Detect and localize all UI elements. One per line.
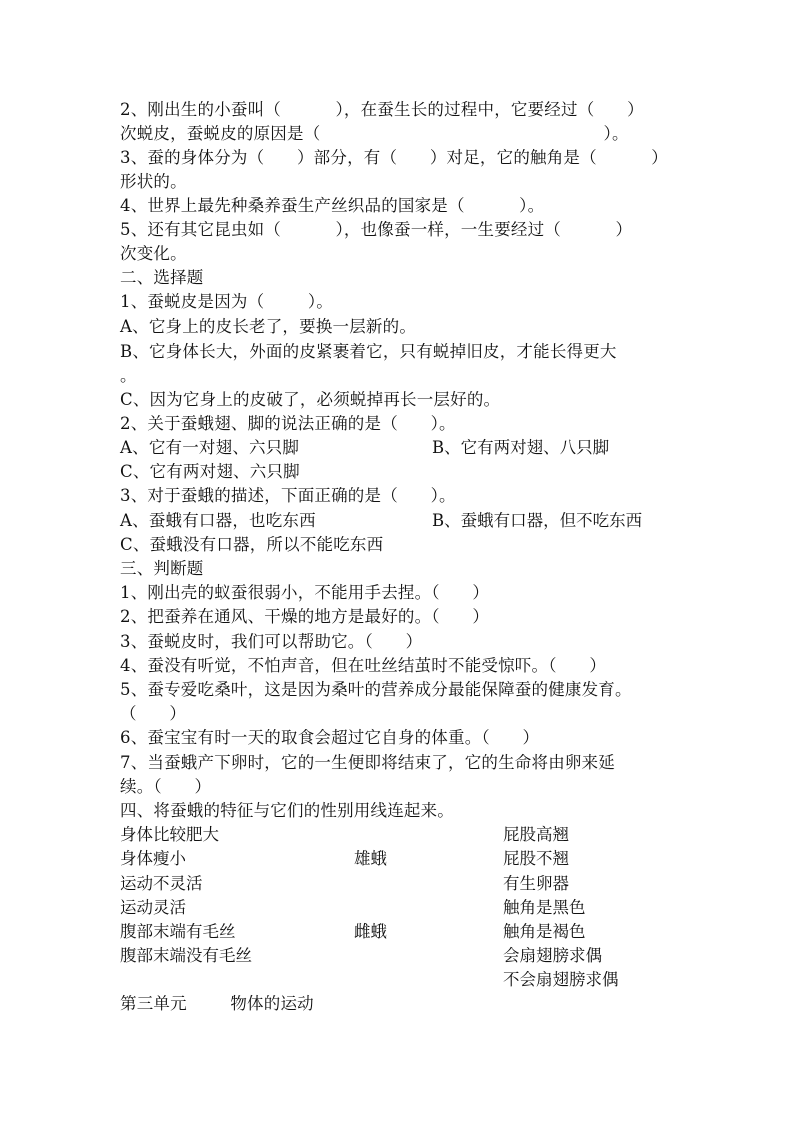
section-heading-judgment: 三、判断题 bbox=[120, 559, 204, 578]
option: C、因为它身上的皮破了，必须蜕掉再长一层好的。 bbox=[120, 390, 501, 409]
feature-left: 运动灵活 bbox=[120, 898, 186, 917]
feature-right: 触角是褐色 bbox=[503, 922, 586, 941]
judgment-item: 1、刚出壳的蚁蚕很弱小，不能用手去捏。（ ） bbox=[120, 583, 490, 602]
judgment-item: 6、蚕宝宝有时一天的取食会超过它自身的体重。（ ） bbox=[120, 728, 540, 747]
fill-in-line: 3、蚕的身体分为（ ）部分，有（ ）对足，它的触角是（ ） bbox=[120, 148, 668, 167]
option: C、它有两对翅、六只脚 bbox=[120, 462, 300, 481]
feature-right: 触角是黑色 bbox=[503, 898, 586, 917]
feature-right: 屁股不翘 bbox=[503, 849, 569, 868]
judgment-item: 4、蚕没有听觉，不怕声音，但在吐丝结茧时不能受惊吓。（ ） bbox=[120, 656, 607, 675]
feature-left: 腹部末端没有毛丝 bbox=[120, 946, 252, 965]
option: B、它有两对翅、八只脚 bbox=[432, 438, 610, 457]
judgment-item: 5、蚕专爱吃桑叶，这是因为桑叶的营养成分最能保障蚕的健康发育。 bbox=[120, 680, 632, 699]
fill-in-line: 次变化。 bbox=[120, 244, 187, 263]
feature-right: 不会扇翅膀求偶 bbox=[503, 970, 619, 989]
question: 1、蚕蜕皮是因为（ ）。 bbox=[120, 292, 334, 311]
unit-title: 第三单元 物体的运动 bbox=[120, 994, 314, 1013]
judgment-item: 2、把蚕养在通风、干燥的地方是最好的。（ ） bbox=[120, 607, 490, 626]
fill-in-line: 形状的。 bbox=[120, 172, 187, 191]
fill-in-line: 2、刚出生的小蚕叫（ ），在蚕生长的过程中，它要经过（ ） bbox=[120, 100, 644, 119]
sex-label-male: 雄蛾 bbox=[354, 849, 387, 868]
section-heading-choice: 二、选择题 bbox=[120, 268, 204, 287]
option: A、蚕蛾有口器，也吃东西 bbox=[120, 511, 316, 530]
judgment-item: 7、当蚕蛾产下卵时，它的一生便即将结束了，它的生命将由卵来延 bbox=[120, 753, 615, 772]
fill-in-line: 4、世界上最先种桑养蚕生产丝织品的国家是（ ）。 bbox=[120, 196, 545, 215]
feature-right: 会扇翅膀求偶 bbox=[503, 946, 602, 965]
feature-left: 身体比较肥大 bbox=[120, 825, 219, 844]
fill-in-line: 次蜕皮，蚕蜕皮的原因是（ ）。 bbox=[120, 124, 629, 143]
feature-left: 身体瘦小 bbox=[120, 849, 186, 868]
judgment-item: 3、蚕蜕皮时，我们可以帮助它。（ ） bbox=[120, 632, 423, 651]
option: A、它有一对翅、六只脚 bbox=[120, 438, 300, 457]
option: A、它身上的皮长老了，要换一层新的。 bbox=[120, 317, 417, 336]
feature-right: 屁股高翘 bbox=[503, 825, 569, 844]
option: B、蚕蛾有口器，但不吃东西 bbox=[432, 511, 643, 530]
fill-in-line: 5、还有其它昆虫如（ ），也像蚕一样，一生要经过（ ） bbox=[120, 220, 633, 239]
question: 2、关于蚕蛾翅、脚的说法正确的是（ ）。 bbox=[120, 414, 456, 433]
sex-label-female: 雌蛾 bbox=[354, 922, 387, 941]
feature-left: 腹部末端有毛丝 bbox=[120, 922, 236, 941]
feature-right: 有生卵器 bbox=[503, 874, 569, 893]
question: 3、对于蚕蛾的描述，下面正确的是（ ）。 bbox=[120, 486, 456, 505]
judgment-item: 续。（ ） bbox=[120, 777, 212, 796]
section-heading-matching: 四、将蚕蛾的特征与它们的性别用线连起来。 bbox=[120, 801, 454, 820]
feature-left: 运动不灵活 bbox=[120, 874, 203, 893]
option: C、蚕蛾没有口器，所以不能吃东西 bbox=[120, 535, 384, 554]
option: B、它身体长大，外面的皮紧裹着它，只有蜕掉旧皮，才能长得更大 bbox=[120, 342, 617, 361]
judgment-item: （ ） bbox=[120, 704, 187, 723]
option-continued: 。 bbox=[120, 366, 137, 385]
